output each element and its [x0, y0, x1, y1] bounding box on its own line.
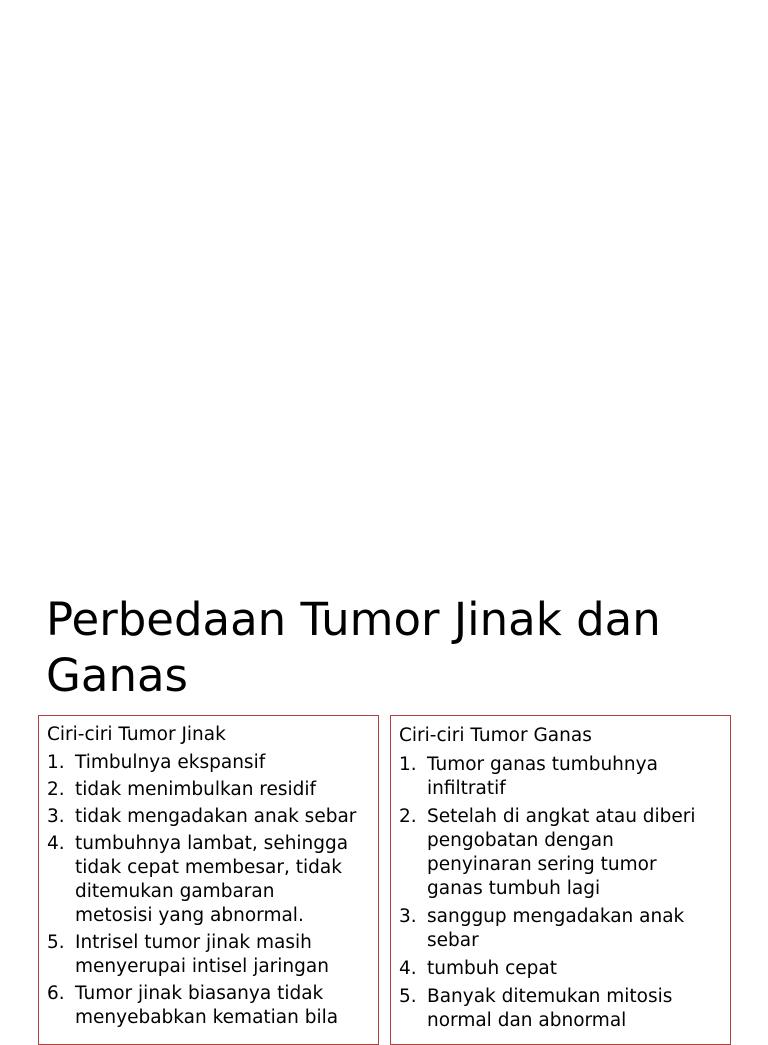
item-text: Tumor ganas tumbuhnya infiltratif — [427, 754, 658, 799]
item-text: Banyak ditemukan mitosis normal dan abnormal — [427, 986, 673, 1031]
malignant-traits-list — [399, 753, 724, 1033]
item-number: 4. — [399, 958, 417, 979]
malignant-column-heading: Ciri-ciri Tumor Ganas — [399, 725, 592, 746]
item-text: Setelah di angkat atau diberi pengobatan dengan penyinaran sering tumor ganas tumbuh lagi — [427, 806, 696, 899]
item-number: 6. — [47, 983, 65, 1004]
list-item — [399, 905, 724, 953]
benign-column-heading: Ciri-ciri Tumor Jinak — [47, 724, 226, 745]
item-text: tidak menimbulkan residif — [75, 779, 317, 800]
list-item — [47, 832, 372, 928]
item-number: 3. — [47, 806, 65, 827]
list-item — [47, 778, 372, 802]
slide-title: Perbedaan Tumor Jinak dan Ganas — [46, 593, 661, 702]
item-number: 2. — [399, 806, 417, 827]
benign-tumor-column — [38, 715, 379, 1045]
item-number: 2. — [47, 779, 65, 800]
list-item — [399, 805, 724, 901]
item-number: 1. — [47, 752, 65, 773]
item-text: tumbuhnya lambat, sehingga tidak cepat membesar, tidak ditemukan gambaran metosisi yang abnormal. — [75, 833, 349, 926]
item-text: sanggup mengadakan anak sebar — [427, 906, 685, 951]
list-item — [399, 957, 724, 981]
list-item — [399, 753, 724, 801]
list-item — [47, 751, 372, 775]
item-number: 5. — [399, 986, 417, 1007]
list-item — [399, 985, 724, 1033]
benign-traits-list — [47, 751, 372, 1030]
item-text: tidak mengadakan anak sebar — [75, 806, 357, 827]
item-text: Timbulnya ekspansif — [75, 752, 266, 773]
item-number: 1. — [399, 754, 417, 775]
item-text: Intrisel tumor jinak masih menyerupai intisel jaringan — [75, 932, 329, 977]
malignant-tumor-column — [390, 715, 731, 1045]
item-number: 3. — [399, 906, 417, 927]
item-number: 5. — [47, 932, 65, 953]
list-item — [47, 982, 372, 1030]
item-text: tumbuh cepat — [427, 958, 557, 979]
item-number: 4. — [47, 833, 65, 854]
list-item — [47, 805, 372, 829]
list-item — [47, 931, 372, 979]
item-text: Tumor jinak biasanya tidak menyebabkan kematian bila — [75, 983, 339, 1028]
